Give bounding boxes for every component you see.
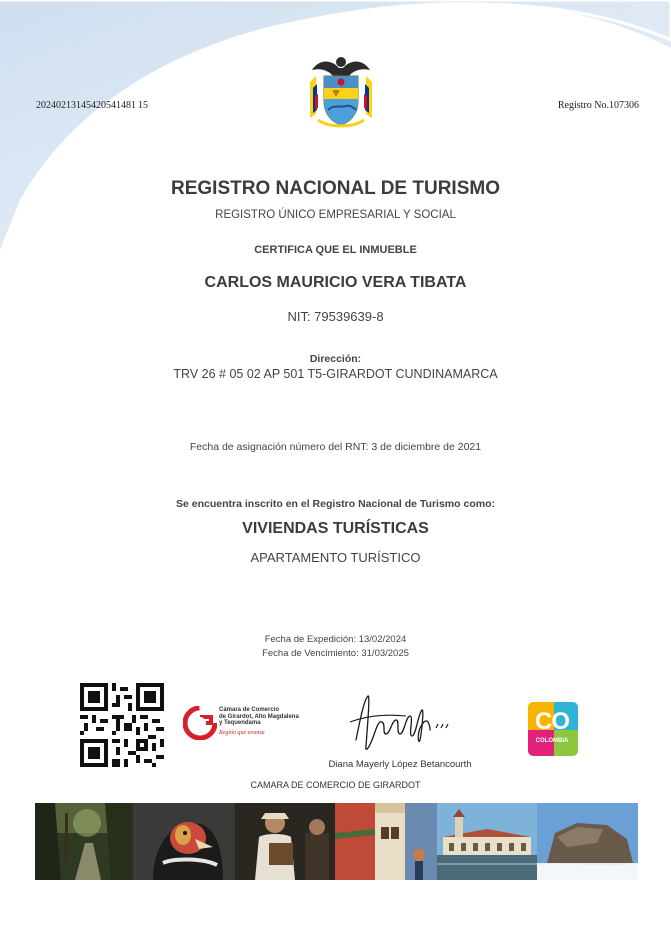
expiry-date: Fecha de Vencimiento: 31/03/2025	[262, 648, 409, 659]
address-label: Dirección:	[309, 353, 362, 365]
tourism-photo-strip	[35, 803, 638, 880]
forest-path-photo	[35, 803, 133, 880]
registration-number: Registro No.107306	[557, 100, 639, 111]
chamber-tagline: Región que avanza	[219, 730, 265, 736]
issuer-name: CAMARA DE COMERCIO DE GIRARDOT	[250, 780, 421, 790]
chamber-line-2: de Girardot, Alto Magdalena	[219, 713, 299, 720]
colombia-word: COLOMBIA	[535, 738, 569, 744]
chamber-line-1: Cámara de Comercio	[219, 707, 280, 713]
certificate-code: 20240213145420541481 15	[36, 100, 149, 111]
co-letters: CO	[535, 708, 569, 735]
registered-as-label: Se encuentra inscrito en el Registro Nacional de Turismo como:	[176, 498, 495, 510]
historic-building-photo	[437, 803, 537, 880]
page-title: REGISTRO NACIONAL DE TURISMO	[171, 178, 500, 199]
colonial-street-photo	[335, 803, 437, 880]
qr-code-icon[interactable]	[80, 683, 164, 767]
condor-photo	[133, 803, 235, 880]
owner-name: CARLOS MAURICIO VERA TIBATA	[204, 274, 467, 291]
subcategory: APARTAMENTO TURÍSTICO	[250, 550, 421, 565]
chamber-emblem-icon	[183, 706, 217, 740]
address-value: TRV 26 # 05 02 AP 501 T5-GIRARDOT CUNDINAMARCA	[173, 367, 498, 381]
colombia-brand-logo	[522, 700, 582, 758]
category: VIVIENDAS TURÍSTICAS	[242, 520, 429, 537]
accordion-musician-photo	[235, 803, 335, 880]
signatory-name: Diana Mayerly López Betancourth	[328, 759, 472, 770]
rock-formation-photo	[537, 803, 638, 880]
coat-of-arms-icon	[306, 52, 376, 130]
chamber-of-commerce-logo	[183, 704, 323, 744]
certifies-label: CERTIFICA QUE EL INMUEBLE	[254, 244, 417, 256]
signature-image	[346, 690, 456, 758]
assignment-date: Fecha de asignación número del RNT: 3 de diciembre de 2021	[189, 441, 482, 453]
chamber-line-3: y Tequendama	[219, 720, 261, 726]
nit-value: NIT: 79539639-8	[287, 309, 384, 324]
page-subtitle: REGISTRO ÚNICO EMPRESARIAL Y SOCIAL	[215, 209, 456, 221]
issue-date: Fecha de Expedición: 13/02/2024	[264, 634, 407, 645]
corner-wave-decoration	[0, 0, 671, 260]
